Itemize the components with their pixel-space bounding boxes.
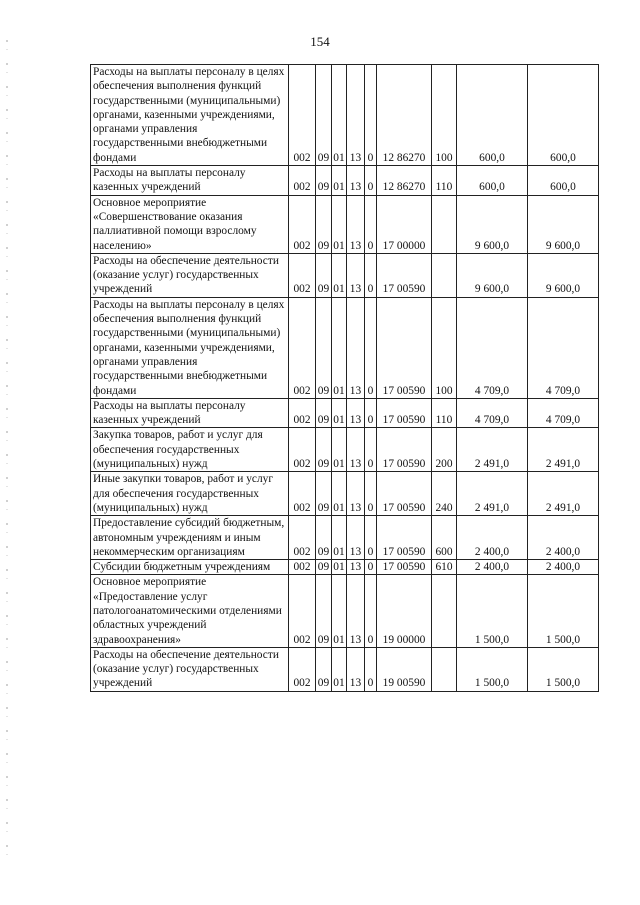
- cell-csr-program: 13: [347, 166, 365, 196]
- cell-ved: 002: [289, 560, 316, 575]
- table-row: [91, 575, 599, 647]
- cell-ved: 002: [289, 195, 316, 253]
- row-name: Субсидии бюджетным учреждениям: [91, 560, 289, 575]
- cell-rz: 09: [316, 297, 332, 398]
- cell-csr-subprogram: 0: [365, 647, 377, 691]
- row-name: Расходы на выплаты персоналу казенных учреждений: [91, 398, 289, 428]
- cell-ved: 002: [289, 253, 316, 297]
- cell-csr-code: 17 00000: [377, 195, 432, 253]
- cell-rz: 09: [316, 195, 332, 253]
- cell-vr: 110: [432, 166, 457, 196]
- cell-csr-code: 17 00590: [377, 472, 432, 516]
- table-row: [91, 472, 599, 516]
- table-row: [91, 647, 599, 691]
- cell-csr-subprogram: 0: [365, 166, 377, 196]
- cell-ved: 002: [289, 575, 316, 647]
- cell-sum-year1: 2 400,0: [457, 560, 528, 575]
- cell-rz: 09: [316, 560, 332, 575]
- cell-csr-program: 13: [347, 253, 365, 297]
- cell-csr-program: 13: [347, 195, 365, 253]
- cell-vr: [432, 195, 457, 253]
- cell-sum-year2: 4 709,0: [528, 297, 599, 398]
- cell-pr: 01: [332, 297, 347, 398]
- cell-ved: 002: [289, 428, 316, 472]
- cell-pr: 01: [332, 166, 347, 196]
- cell-csr-subprogram: 0: [365, 560, 377, 575]
- cell-rz: 09: [316, 575, 332, 647]
- cell-vr: [432, 575, 457, 647]
- cell-vr: 110: [432, 398, 457, 428]
- cell-ved: 002: [289, 398, 316, 428]
- table-row: [91, 398, 599, 428]
- cell-rz: 09: [316, 166, 332, 196]
- row-name: Основное мероприятие «Совершенствование оказания паллиативной помощи взрослому населению»: [91, 195, 289, 253]
- cell-sum-year2: 9 600,0: [528, 195, 599, 253]
- cell-csr-program: 13: [347, 428, 365, 472]
- cell-sum-year1: 1 500,0: [457, 575, 528, 647]
- cell-sum-year2: 4 709,0: [528, 398, 599, 428]
- cell-csr-code: 12 86270: [377, 166, 432, 196]
- cell-vr: 600: [432, 516, 457, 560]
- cell-ved: 002: [289, 166, 316, 196]
- cell-csr-program: 13: [347, 575, 365, 647]
- row-name: Расходы на выплаты персоналу в целях обеспечения выполнения функций государственными (муниципальными) органами, казенными учреждениями, органами управления государственными внебюджетными фондами: [91, 65, 289, 166]
- cell-rz: 09: [316, 65, 332, 166]
- cell-pr: 01: [332, 472, 347, 516]
- cell-csr-code: 19 00000: [377, 575, 432, 647]
- row-name: Закупка товаров, работ и услуг для обеспечения государственных (муниципальных) нужд: [91, 428, 289, 472]
- cell-rz: 09: [316, 647, 332, 691]
- cell-sum-year1: 1 500,0: [457, 647, 528, 691]
- cell-csr-code: 17 00590: [377, 560, 432, 575]
- cell-vr: 200: [432, 428, 457, 472]
- cell-csr-subprogram: 0: [365, 195, 377, 253]
- cell-csr-subprogram: 0: [365, 297, 377, 398]
- table-row: [91, 297, 599, 398]
- cell-pr: 01: [332, 575, 347, 647]
- cell-ved: 002: [289, 516, 316, 560]
- cell-pr: 01: [332, 516, 347, 560]
- row-name: Расходы на выплаты персоналу в целях обеспечения выполнения функций государственными (муниципальными) органами, казенными учреждениями, органами управления государственными внебюджетными фондами: [91, 297, 289, 398]
- cell-csr-subprogram: 0: [365, 398, 377, 428]
- cell-pr: 01: [332, 428, 347, 472]
- cell-sum-year2: 2 491,0: [528, 472, 599, 516]
- table-row: [91, 516, 599, 560]
- row-name: Основное мероприятие «Предоставление услуг патологоанатомическими отделениями областных учреждений здравоохранения»: [91, 575, 289, 647]
- cell-csr-program: 13: [347, 398, 365, 428]
- cell-csr-code: 12 86270: [377, 65, 432, 166]
- cell-csr-code: 17 00590: [377, 428, 432, 472]
- cell-pr: 01: [332, 253, 347, 297]
- cell-rz: 09: [316, 253, 332, 297]
- cell-csr-code: 19 00590: [377, 647, 432, 691]
- cell-vr: 610: [432, 560, 457, 575]
- cell-pr: 01: [332, 65, 347, 166]
- table-row: [91, 560, 599, 575]
- cell-pr: 01: [332, 647, 347, 691]
- cell-csr-subprogram: 0: [365, 428, 377, 472]
- page-number: 154: [310, 34, 330, 49]
- cell-sum-year1: 2 491,0: [457, 428, 528, 472]
- cell-vr: [432, 647, 457, 691]
- cell-sum-year1: 600,0: [457, 166, 528, 196]
- cell-vr: 240: [432, 472, 457, 516]
- table-row: [91, 253, 599, 297]
- cell-csr-subprogram: 0: [365, 516, 377, 560]
- table-row: [91, 166, 599, 196]
- table-row: [91, 428, 599, 472]
- cell-csr-code: 17 00590: [377, 398, 432, 428]
- cell-sum-year1: 4 709,0: [457, 398, 528, 428]
- cell-vr: 100: [432, 297, 457, 398]
- cell-csr-code: 17 00590: [377, 297, 432, 398]
- cell-csr-subprogram: 0: [365, 472, 377, 516]
- cell-sum-year1: 9 600,0: [457, 195, 528, 253]
- cell-csr-code: 17 00590: [377, 253, 432, 297]
- cell-vr: [432, 253, 457, 297]
- cell-sum-year2: 600,0: [528, 65, 599, 166]
- cell-csr-program: 13: [347, 65, 365, 166]
- cell-sum-year1: 9 600,0: [457, 253, 528, 297]
- cell-sum-year2: 2 400,0: [528, 516, 599, 560]
- cell-pr: 01: [333, 561, 345, 574]
- cell-sum-year2: 2 491,0: [528, 428, 599, 472]
- cell-pr: 01: [332, 195, 347, 253]
- cell-ved: 002: [289, 65, 316, 166]
- cell-csr-code: 17 00590: [377, 516, 432, 560]
- cell-sum-year2: 1 500,0: [528, 575, 599, 647]
- cell-sum-year2: 9 600,0: [528, 253, 599, 297]
- cell-csr-program: 13: [347, 516, 365, 560]
- cell-sum-year1: 4 709,0: [457, 297, 528, 398]
- cell-sum-year2: 2 400,0: [528, 560, 599, 575]
- cell-csr-subprogram: 0: [365, 575, 377, 647]
- cell-csr-program: 13: [347, 297, 365, 398]
- cell-pr: 01: [332, 398, 347, 428]
- cell-sum-year1: 600,0: [457, 65, 528, 166]
- cell-sum-year2: 1 500,0: [528, 647, 599, 691]
- row-name: Иные закупки товаров, работ и услуг для обеспечения государственных (муниципальных) нужд: [91, 472, 289, 516]
- row-name: Предоставление субсидий бюджетным, автономным учреждениям и иным некоммерческим организациям: [91, 516, 289, 560]
- cell-rz: 09: [316, 472, 332, 516]
- scan-edge-marks: [6, 40, 8, 860]
- table-row: [91, 195, 599, 253]
- cell-rz: 09: [316, 428, 332, 472]
- cell-csr-program: 13: [347, 472, 365, 516]
- cell-ved: 002: [289, 647, 316, 691]
- cell-ved: 002: [289, 297, 316, 398]
- cell-ved: 002: [289, 472, 316, 516]
- table-row: [91, 65, 599, 166]
- cell-csr-subprogram: 0: [365, 253, 377, 297]
- row-name: Расходы на выплаты персоналу казенных учреждений: [91, 166, 289, 196]
- cell-csr-subprogram: 0: [365, 65, 377, 166]
- cell-sum-year1: 2 491,0: [457, 472, 528, 516]
- cell-rz: 09: [316, 398, 332, 428]
- cell-sum-year2: 600,0: [528, 166, 599, 196]
- row-name: Расходы на обеспечение деятельности (оказание услуг) государственных учреждений: [91, 253, 289, 297]
- row-name: Расходы на обеспечение деятельности (оказание услуг) государственных учреждений: [91, 647, 289, 691]
- cell-sum-year1: 2 400,0: [457, 516, 528, 560]
- cell-csr-program: 13: [347, 560, 365, 575]
- cell-csr-program: 13: [347, 647, 365, 691]
- cell-vr: 100: [432, 65, 457, 166]
- budget-table: [90, 64, 599, 692]
- cell-rz: 09: [316, 516, 332, 560]
